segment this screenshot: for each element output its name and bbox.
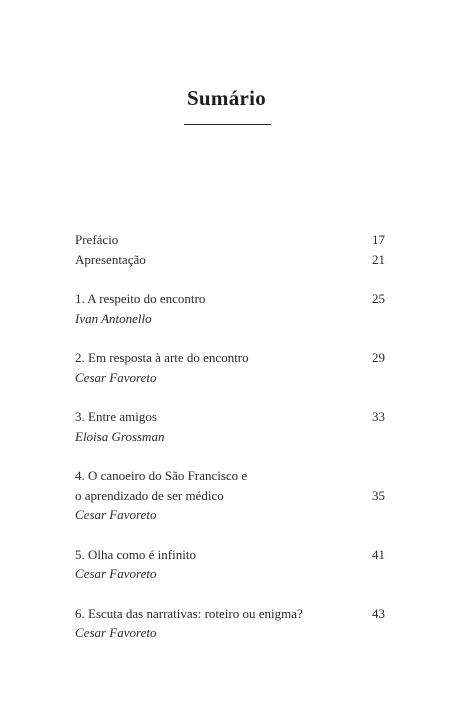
entry-title: 2. Em resposta à arte do encontro: [75, 350, 249, 365]
toc-entry-chapter-3[interactable]: [75, 407, 385, 446]
entry-title: Apresentação: [75, 251, 146, 267]
entry-title: Prefácio: [75, 232, 119, 247]
toc-entry-apresentacao[interactable]: [75, 250, 385, 270]
entry-author: Cesar Favoreto: [75, 566, 157, 581]
entry-page-number: 35: [372, 487, 385, 503]
toc-entry-chapter-1[interactable]: [75, 289, 385, 328]
toc-entry-chapter-2[interactable]: [75, 348, 385, 387]
entry-title-line-2: o aprendizado de ser médico: [75, 487, 224, 503]
entry-author: Ivan Antonello: [75, 310, 152, 326]
entry-author: Cesar Favoreto: [75, 625, 157, 640]
entry-author: Cesar Favoreto: [75, 507, 157, 522]
toc-entry-prefacio[interactable]: [75, 230, 385, 250]
entry-title-line-1: 4. O canoeiro do São Francisco e: [75, 468, 248, 483]
toc-entry-chapter-4[interactable]: [75, 466, 385, 525]
entry-page-number: 41: [372, 546, 385, 562]
entry-title: 6. Escuta das narrativas: roteiro ou enigma?: [75, 605, 303, 621]
entry-page-number: 17: [372, 232, 385, 247]
entry-author: Cesar Favoreto: [75, 369, 157, 385]
entry-title: 3. Entre amigos: [75, 409, 157, 424]
toc-entry-chapter-6[interactable]: [75, 604, 385, 643]
entry-title: 1. A respeito do encontro: [75, 291, 206, 306]
table-of-contents: [75, 230, 385, 663]
entry-page-number: 25: [372, 291, 385, 306]
page-title: Sumário: [186, 86, 267, 110]
entry-page-number: 43: [372, 605, 385, 621]
entry-page-number: 29: [372, 350, 385, 365]
entry-page-number: 33: [372, 409, 385, 424]
title-rule: [184, 124, 271, 125]
entry-author: Eloisa Grossman: [75, 428, 165, 444]
entry-title: 5. Olha como é infinito: [75, 546, 196, 562]
toc-entry-chapter-5[interactable]: [75, 545, 385, 584]
entry-page-number: 21: [372, 251, 385, 267]
